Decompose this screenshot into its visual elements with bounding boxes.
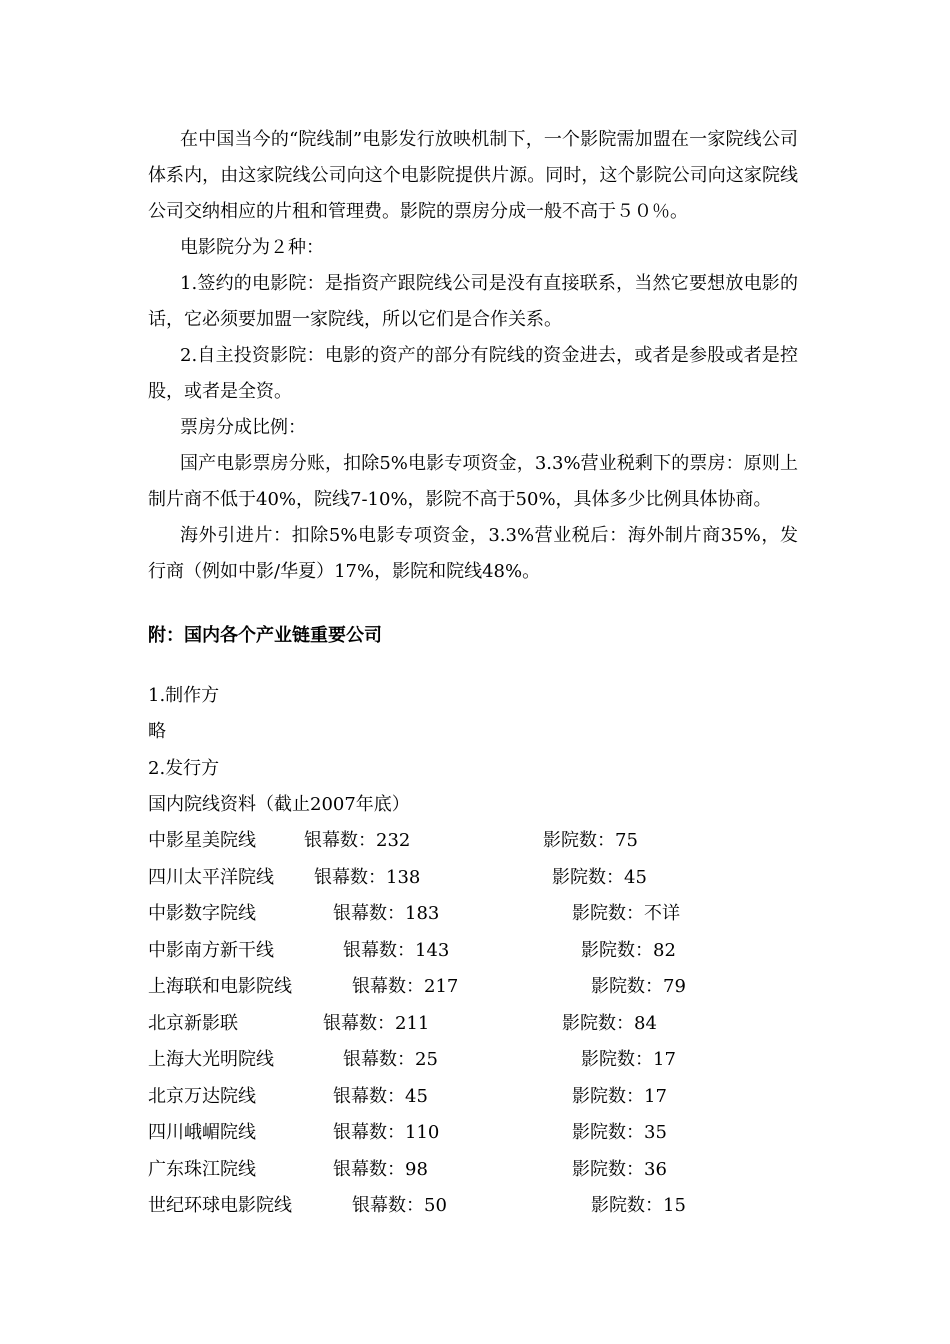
chain-screens: 银幕数：232: [304, 830, 411, 851]
section-1-content: 略: [148, 721, 166, 742]
chain-cinemas: 影院数：79: [591, 976, 686, 997]
chain-screens: 银幕数：217: [352, 976, 459, 997]
table-row: [148, 1048, 848, 1072]
appendix-title: 附：国内各个产业链重要公司: [148, 625, 382, 646]
chain-cinemas: 影院数：17: [581, 1049, 676, 1070]
table-row: [148, 902, 848, 926]
chain-cinemas: 影院数：15: [591, 1195, 686, 1216]
chain-name: 中影南方新干线: [148, 940, 274, 961]
domestic-film-split-paragraph: 国产电影票房分账，扣除5%电影专项资金，3.3%营业税剩下的票房：原则上制片商不低于40%，院线7-10%，影院不高于50%，具体多少比例具体协商。: [148, 453, 798, 510]
chain-name: 四川太平洋院线: [148, 867, 274, 888]
chain-cinemas: 影院数：36: [572, 1159, 667, 1180]
table-row: [148, 1012, 848, 1036]
chain-name: 上海大光明院线: [148, 1049, 274, 1070]
table-row: [148, 939, 848, 963]
table-row: [148, 975, 848, 999]
chain-screens: 银幕数：98: [333, 1159, 428, 1180]
chain-cinemas: 影院数：17: [572, 1086, 667, 1107]
box-office-split-heading: 票房分成比例：: [180, 417, 306, 438]
section-1-label: 1.制作方: [148, 685, 220, 706]
chain-cinemas: 影院数：35: [572, 1122, 667, 1143]
table-row: [148, 1158, 848, 1182]
chain-name: 广东珠江院线: [148, 1159, 256, 1180]
chain-screens: 银幕数：211: [323, 1013, 430, 1034]
table-row: [148, 1121, 848, 1145]
chain-name: 上海联和电影院线: [148, 976, 292, 997]
cinema-types-paragraph: 电影院分为２种：: [180, 237, 324, 258]
self-invested-cinema-paragraph: 2.自主投资影院：电影的资产的部分有院线的资金进去，或者是参股或者是控股，或者是全资。: [148, 345, 798, 402]
chain-name: 世纪环球电影院线: [148, 1195, 292, 1216]
chain-cinemas: 影院数：45: [552, 867, 647, 888]
chain-name: 中影星美院线: [148, 830, 256, 851]
chain-cinemas: 影院数：82: [581, 940, 676, 961]
chain-name: 中影数字院线: [148, 903, 256, 924]
chain-screens: 银幕数：45: [333, 1086, 428, 1107]
chain-name: 四川峨嵋院线: [148, 1122, 256, 1143]
table-row: [148, 1085, 848, 1109]
signed-cinema-paragraph: 1.签约的电影院：是指资产跟院线公司是没有直接联系，当然它要想放电影的话，它必须要加盟一家院线，所以它们是合作关系。: [148, 273, 798, 330]
table-row: [148, 1194, 848, 1218]
imported-film-split-paragraph: 海外引进片：扣除5%电影专项资金，3.3%营业税后：海外制片商35%，发行商（例如中影/华夏）17%，影院和院线48%。: [148, 525, 798, 582]
chain-screens: 银幕数：50: [352, 1195, 447, 1216]
section-2-label: 2.发行方: [148, 758, 220, 779]
chain-name: 北京新影联: [148, 1013, 238, 1034]
chain-screens: 银幕数：183: [333, 903, 440, 924]
cinema-list-title: 国内院线资料（截止2007年底）: [148, 794, 410, 815]
chain-name: 北京万达院线: [148, 1086, 256, 1107]
chain-cinemas: 影院数：75: [543, 830, 638, 851]
chain-cinemas: 影院数：不详: [572, 903, 680, 924]
chain-screens: 银幕数：25: [343, 1049, 438, 1070]
intro-paragraph: 在中国当今的“院线制”电影发行放映机制下，一个影院需加盟在一家院线公司体系内，由这家院线公司向这个电影院提供片源。同时，这个影院公司向这家院线公司交纳相应的片租和管理费。影院的票房分成一般不高于５０％。: [148, 129, 798, 222]
chain-screens: 银幕数：138: [314, 867, 421, 888]
table-row: [148, 866, 848, 890]
chain-screens: 银幕数：143: [343, 940, 450, 961]
chain-screens: 银幕数：110: [333, 1122, 440, 1143]
chain-cinemas: 影院数：84: [562, 1013, 657, 1034]
table-row: [148, 829, 848, 853]
